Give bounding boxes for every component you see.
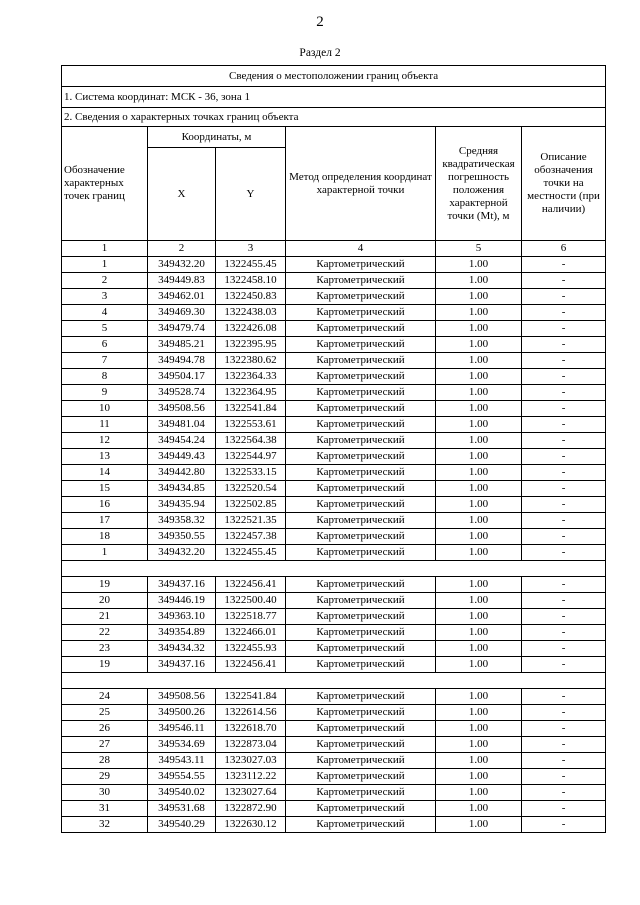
point-number-cell: 16 bbox=[62, 497, 148, 513]
description-cell: - bbox=[522, 657, 606, 673]
method-cell: Картометрический bbox=[286, 353, 436, 369]
description-cell: - bbox=[522, 641, 606, 657]
point-number-cell: 32 bbox=[62, 817, 148, 833]
x-coordinate-cell: 349358.32 bbox=[148, 513, 216, 529]
y-coordinate-cell: 1322438.03 bbox=[216, 305, 286, 321]
x-coordinate-cell: 349540.02 bbox=[148, 785, 216, 801]
method-cell: Картометрический bbox=[286, 785, 436, 801]
description-cell: - bbox=[522, 593, 606, 609]
error-cell: 1.00 bbox=[436, 465, 522, 481]
x-coordinate-cell: 349531.68 bbox=[148, 801, 216, 817]
method-cell: Картометрический bbox=[286, 465, 436, 481]
error-cell: 1.00 bbox=[436, 401, 522, 417]
y-coordinate-cell: 1322541.84 bbox=[216, 401, 286, 417]
error-cell: 1.00 bbox=[436, 369, 522, 385]
method-cell: Картометрический bbox=[286, 609, 436, 625]
error-cell: 1.00 bbox=[436, 689, 522, 705]
description-cell: - bbox=[522, 337, 606, 353]
x-coordinate-cell: 349504.17 bbox=[148, 369, 216, 385]
y-coordinate-cell: 1322500.40 bbox=[216, 593, 286, 609]
description-cell: - bbox=[522, 465, 606, 481]
points-heading: 2. Сведения о характерных точках границ объекта bbox=[62, 108, 606, 127]
method-cell: Картометрический bbox=[286, 273, 436, 289]
x-coordinate-cell: 349432.20 bbox=[148, 257, 216, 273]
description-cell: - bbox=[522, 609, 606, 625]
x-coordinate-cell: 349543.11 bbox=[148, 753, 216, 769]
error-cell: 1.00 bbox=[436, 641, 522, 657]
x-coordinate-cell: 349528.74 bbox=[148, 385, 216, 401]
section-title: Раздел 2 bbox=[299, 47, 341, 59]
x-coordinate-cell: 349554.55 bbox=[148, 769, 216, 785]
point-number-cell: 1 bbox=[62, 545, 148, 561]
x-coordinate-cell: 349469.30 bbox=[148, 305, 216, 321]
table-title: Сведения о местоположении границ объекта bbox=[62, 66, 606, 87]
table-row bbox=[62, 369, 606, 385]
coordinate-system: 1. Система координат: МСК - 36, зона 1 bbox=[62, 87, 606, 108]
x-coordinate-cell: 349540.29 bbox=[148, 817, 216, 833]
y-coordinate-cell: 1322466.01 bbox=[216, 625, 286, 641]
point-number-cell: 7 bbox=[62, 353, 148, 369]
method-cell: Картометрический bbox=[286, 705, 436, 721]
error-cell: 1.00 bbox=[436, 273, 522, 289]
error-cell: 1.00 bbox=[436, 449, 522, 465]
table-row bbox=[62, 689, 606, 705]
y-coordinate-cell: 1323027.03 bbox=[216, 753, 286, 769]
error-cell: 1.00 bbox=[436, 721, 522, 737]
column-number: 1 bbox=[62, 241, 148, 257]
method-cell: Картометрический bbox=[286, 433, 436, 449]
x-coordinate-cell: 349479.74 bbox=[148, 321, 216, 337]
method-cell: Картометрический bbox=[286, 449, 436, 465]
table-row bbox=[62, 593, 606, 609]
error-cell: 1.00 bbox=[436, 545, 522, 561]
error-cell: 1.00 bbox=[436, 481, 522, 497]
method-cell: Картометрический bbox=[286, 305, 436, 321]
error-cell: 1.00 bbox=[436, 497, 522, 513]
y-coordinate-cell: 1322380.62 bbox=[216, 353, 286, 369]
table-row bbox=[62, 353, 606, 369]
description-cell: - bbox=[522, 529, 606, 545]
table-row bbox=[62, 801, 606, 817]
error-cell: 1.00 bbox=[436, 785, 522, 801]
point-number-cell: 22 bbox=[62, 625, 148, 641]
point-number-cell: 9 bbox=[62, 385, 148, 401]
column-number: 3 bbox=[216, 241, 286, 257]
y-coordinate-cell: 1322520.54 bbox=[216, 481, 286, 497]
error-cell: 1.00 bbox=[436, 625, 522, 641]
description-cell: - bbox=[522, 353, 606, 369]
point-number-cell: 2 bbox=[62, 273, 148, 289]
y-coordinate-cell: 1322364.33 bbox=[216, 369, 286, 385]
description-cell: - bbox=[522, 433, 606, 449]
y-coordinate-cell: 1322872.90 bbox=[216, 801, 286, 817]
y-coordinate-cell: 1322614.56 bbox=[216, 705, 286, 721]
table-row bbox=[62, 769, 606, 785]
method-cell: Картометрический bbox=[286, 369, 436, 385]
group-separator-row bbox=[62, 673, 606, 689]
table-row bbox=[62, 321, 606, 337]
description-cell: - bbox=[522, 449, 606, 465]
method-cell: Картометрический bbox=[286, 321, 436, 337]
description-cell: - bbox=[522, 289, 606, 305]
table-row bbox=[62, 273, 606, 289]
column-number: 4 bbox=[286, 241, 436, 257]
point-number-cell: 29 bbox=[62, 769, 148, 785]
header-method: Метод определения координат характерной точки bbox=[286, 127, 436, 241]
header-y: Y bbox=[216, 148, 286, 241]
error-cell: 1.00 bbox=[436, 305, 522, 321]
table-row bbox=[62, 577, 606, 593]
point-number-cell: 21 bbox=[62, 609, 148, 625]
y-coordinate-cell: 1322458.10 bbox=[216, 273, 286, 289]
x-coordinate-cell: 349485.21 bbox=[148, 337, 216, 353]
table-row bbox=[62, 785, 606, 801]
error-cell: 1.00 bbox=[436, 705, 522, 721]
x-coordinate-cell: 349354.89 bbox=[148, 625, 216, 641]
description-cell: - bbox=[522, 769, 606, 785]
table-row bbox=[62, 545, 606, 561]
method-cell: Картометрический bbox=[286, 513, 436, 529]
method-cell: Картометрический bbox=[286, 801, 436, 817]
method-cell: Картометрический bbox=[286, 497, 436, 513]
table-row bbox=[62, 497, 606, 513]
x-coordinate-cell: 349432.20 bbox=[148, 545, 216, 561]
table-row bbox=[62, 257, 606, 273]
method-cell: Картометрический bbox=[286, 385, 436, 401]
method-cell: Картометрический bbox=[286, 593, 436, 609]
y-coordinate-cell: 1322518.77 bbox=[216, 609, 286, 625]
separator-cell bbox=[62, 673, 606, 689]
x-coordinate-cell: 349434.32 bbox=[148, 641, 216, 657]
error-cell: 1.00 bbox=[436, 737, 522, 753]
y-coordinate-cell: 1322455.45 bbox=[216, 257, 286, 273]
point-number-cell: 6 bbox=[62, 337, 148, 353]
page-number: 2 bbox=[316, 14, 324, 30]
method-cell: Картометрический bbox=[286, 337, 436, 353]
separator-cell bbox=[62, 561, 606, 577]
y-coordinate-cell: 1322533.15 bbox=[216, 465, 286, 481]
description-cell: - bbox=[522, 481, 606, 497]
x-coordinate-cell: 349481.04 bbox=[148, 417, 216, 433]
error-cell: 1.00 bbox=[436, 433, 522, 449]
error-cell: 1.00 bbox=[436, 577, 522, 593]
description-cell: - bbox=[522, 545, 606, 561]
method-cell: Картометрический bbox=[286, 401, 436, 417]
description-cell: - bbox=[522, 737, 606, 753]
x-coordinate-cell: 349508.56 bbox=[148, 401, 216, 417]
column-numbers-row bbox=[62, 241, 606, 257]
method-cell: Картометрический bbox=[286, 769, 436, 785]
table-row bbox=[62, 753, 606, 769]
y-coordinate-cell: 1322502.85 bbox=[216, 497, 286, 513]
y-coordinate-cell: 1322521.35 bbox=[216, 513, 286, 529]
error-cell: 1.00 bbox=[436, 753, 522, 769]
error-cell: 1.00 bbox=[436, 657, 522, 673]
table-row bbox=[62, 705, 606, 721]
y-coordinate-cell: 1322364.95 bbox=[216, 385, 286, 401]
x-coordinate-cell: 349546.11 bbox=[148, 721, 216, 737]
table-row bbox=[62, 817, 606, 833]
y-coordinate-cell: 1322544.97 bbox=[216, 449, 286, 465]
point-number-cell: 5 bbox=[62, 321, 148, 337]
error-cell: 1.00 bbox=[436, 513, 522, 529]
header-designation: Обозначение характерных точек границ bbox=[62, 127, 148, 241]
point-number-cell: 17 bbox=[62, 513, 148, 529]
table-row bbox=[62, 401, 606, 417]
y-coordinate-cell: 1322553.61 bbox=[216, 417, 286, 433]
point-number-cell: 25 bbox=[62, 705, 148, 721]
point-number-cell: 31 bbox=[62, 801, 148, 817]
method-cell: Картометрический bbox=[286, 657, 436, 673]
description-cell: - bbox=[522, 257, 606, 273]
y-coordinate-cell: 1322426.08 bbox=[216, 321, 286, 337]
description-cell: - bbox=[522, 305, 606, 321]
table-row bbox=[62, 529, 606, 545]
table-row bbox=[62, 657, 606, 673]
point-number-cell: 13 bbox=[62, 449, 148, 465]
point-number-cell: 3 bbox=[62, 289, 148, 305]
error-cell: 1.00 bbox=[436, 257, 522, 273]
point-number-cell: 26 bbox=[62, 721, 148, 737]
description-cell: - bbox=[522, 705, 606, 721]
method-cell: Картометрический bbox=[286, 737, 436, 753]
point-number-cell: 23 bbox=[62, 641, 148, 657]
point-number-cell: 11 bbox=[62, 417, 148, 433]
description-cell: - bbox=[522, 801, 606, 817]
method-cell: Картометрический bbox=[286, 417, 436, 433]
description-cell: - bbox=[522, 689, 606, 705]
table-row bbox=[62, 433, 606, 449]
y-coordinate-cell: 1322455.93 bbox=[216, 641, 286, 657]
method-cell: Картометрический bbox=[286, 753, 436, 769]
table-row bbox=[62, 417, 606, 433]
method-cell: Картометрический bbox=[286, 817, 436, 833]
y-coordinate-cell: 1322457.38 bbox=[216, 529, 286, 545]
table-row bbox=[62, 625, 606, 641]
description-cell: - bbox=[522, 273, 606, 289]
column-number: 5 bbox=[436, 241, 522, 257]
y-coordinate-cell: 1322564.38 bbox=[216, 433, 286, 449]
error-cell: 1.00 bbox=[436, 609, 522, 625]
method-cell: Картометрический bbox=[286, 625, 436, 641]
description-cell: - bbox=[522, 625, 606, 641]
y-coordinate-cell: 1322541.84 bbox=[216, 689, 286, 705]
y-coordinate-cell: 1322630.12 bbox=[216, 817, 286, 833]
description-cell: - bbox=[522, 577, 606, 593]
point-number-cell: 24 bbox=[62, 689, 148, 705]
header-x: X bbox=[148, 148, 216, 241]
table-row bbox=[62, 609, 606, 625]
table-row bbox=[62, 737, 606, 753]
description-cell: - bbox=[522, 785, 606, 801]
description-cell: - bbox=[522, 369, 606, 385]
table-row bbox=[62, 721, 606, 737]
description-cell: - bbox=[522, 497, 606, 513]
y-coordinate-cell: 1322395.95 bbox=[216, 337, 286, 353]
error-cell: 1.00 bbox=[436, 817, 522, 833]
point-number-cell: 15 bbox=[62, 481, 148, 497]
column-number: 2 bbox=[148, 241, 216, 257]
description-cell: - bbox=[522, 417, 606, 433]
column-number: 6 bbox=[522, 241, 606, 257]
x-coordinate-cell: 349446.19 bbox=[148, 593, 216, 609]
header-coordinates: Координаты, м bbox=[148, 127, 286, 148]
method-cell: Картометрический bbox=[286, 577, 436, 593]
table-row bbox=[62, 449, 606, 465]
x-coordinate-cell: 349435.94 bbox=[148, 497, 216, 513]
boundary-points-table bbox=[61, 65, 606, 833]
x-coordinate-cell: 349449.43 bbox=[148, 449, 216, 465]
error-cell: 1.00 bbox=[436, 801, 522, 817]
error-cell: 1.00 bbox=[436, 529, 522, 545]
error-cell: 1.00 bbox=[436, 769, 522, 785]
x-coordinate-cell: 349534.69 bbox=[148, 737, 216, 753]
x-coordinate-cell: 349350.55 bbox=[148, 529, 216, 545]
table-row bbox=[62, 305, 606, 321]
point-number-cell: 19 bbox=[62, 577, 148, 593]
error-cell: 1.00 bbox=[436, 417, 522, 433]
point-number-cell: 18 bbox=[62, 529, 148, 545]
y-coordinate-cell: 1322450.83 bbox=[216, 289, 286, 305]
point-number-cell: 20 bbox=[62, 593, 148, 609]
table-row bbox=[62, 641, 606, 657]
y-coordinate-cell: 1322873.04 bbox=[216, 737, 286, 753]
point-number-cell: 1 bbox=[62, 257, 148, 273]
y-coordinate-cell: 1322456.41 bbox=[216, 577, 286, 593]
method-cell: Картометрический bbox=[286, 689, 436, 705]
y-coordinate-cell: 1322618.70 bbox=[216, 721, 286, 737]
method-cell: Картометрический bbox=[286, 545, 436, 561]
method-cell: Картометрический bbox=[286, 257, 436, 273]
table-row bbox=[62, 465, 606, 481]
x-coordinate-cell: 349494.78 bbox=[148, 353, 216, 369]
method-cell: Картометрический bbox=[286, 481, 436, 497]
error-cell: 1.00 bbox=[436, 321, 522, 337]
description-cell: - bbox=[522, 401, 606, 417]
x-coordinate-cell: 349437.16 bbox=[148, 657, 216, 673]
header-error: Средняя квадратическая погрешность положения характерной точки (Mt), м bbox=[436, 127, 522, 241]
x-coordinate-cell: 349437.16 bbox=[148, 577, 216, 593]
error-cell: 1.00 bbox=[436, 353, 522, 369]
point-number-cell: 30 bbox=[62, 785, 148, 801]
table-row bbox=[62, 289, 606, 305]
x-coordinate-cell: 349363.10 bbox=[148, 609, 216, 625]
header-description: Описание обозначения точки на местности (при наличии) bbox=[522, 127, 606, 241]
point-number-cell: 27 bbox=[62, 737, 148, 753]
x-coordinate-cell: 349508.56 bbox=[148, 689, 216, 705]
y-coordinate-cell: 1323027.64 bbox=[216, 785, 286, 801]
method-cell: Картометрический bbox=[286, 721, 436, 737]
description-cell: - bbox=[522, 385, 606, 401]
method-cell: Картометрический bbox=[286, 529, 436, 545]
description-cell: - bbox=[522, 753, 606, 769]
table-row bbox=[62, 481, 606, 497]
point-number-cell: 19 bbox=[62, 657, 148, 673]
error-cell: 1.00 bbox=[436, 337, 522, 353]
description-cell: - bbox=[522, 321, 606, 337]
x-coordinate-cell: 349500.26 bbox=[148, 705, 216, 721]
point-number-cell: 28 bbox=[62, 753, 148, 769]
point-number-cell: 4 bbox=[62, 305, 148, 321]
x-coordinate-cell: 349434.85 bbox=[148, 481, 216, 497]
point-number-cell: 8 bbox=[62, 369, 148, 385]
point-number-cell: 12 bbox=[62, 433, 148, 449]
description-cell: - bbox=[522, 721, 606, 737]
x-coordinate-cell: 349462.01 bbox=[148, 289, 216, 305]
error-cell: 1.00 bbox=[436, 289, 522, 305]
y-coordinate-cell: 1323112.22 bbox=[216, 769, 286, 785]
description-cell: - bbox=[522, 513, 606, 529]
y-coordinate-cell: 1322455.45 bbox=[216, 545, 286, 561]
description-cell: - bbox=[522, 817, 606, 833]
x-coordinate-cell: 349454.24 bbox=[148, 433, 216, 449]
table-row bbox=[62, 513, 606, 529]
y-coordinate-cell: 1322456.41 bbox=[216, 657, 286, 673]
method-cell: Картометрический bbox=[286, 289, 436, 305]
table-row bbox=[62, 337, 606, 353]
error-cell: 1.00 bbox=[436, 385, 522, 401]
group-separator-row bbox=[62, 561, 606, 577]
point-number-cell: 10 bbox=[62, 401, 148, 417]
method-cell: Картометрический bbox=[286, 641, 436, 657]
x-coordinate-cell: 349442.80 bbox=[148, 465, 216, 481]
point-number-cell: 14 bbox=[62, 465, 148, 481]
table-row bbox=[62, 385, 606, 401]
x-coordinate-cell: 349449.83 bbox=[148, 273, 216, 289]
error-cell: 1.00 bbox=[436, 593, 522, 609]
